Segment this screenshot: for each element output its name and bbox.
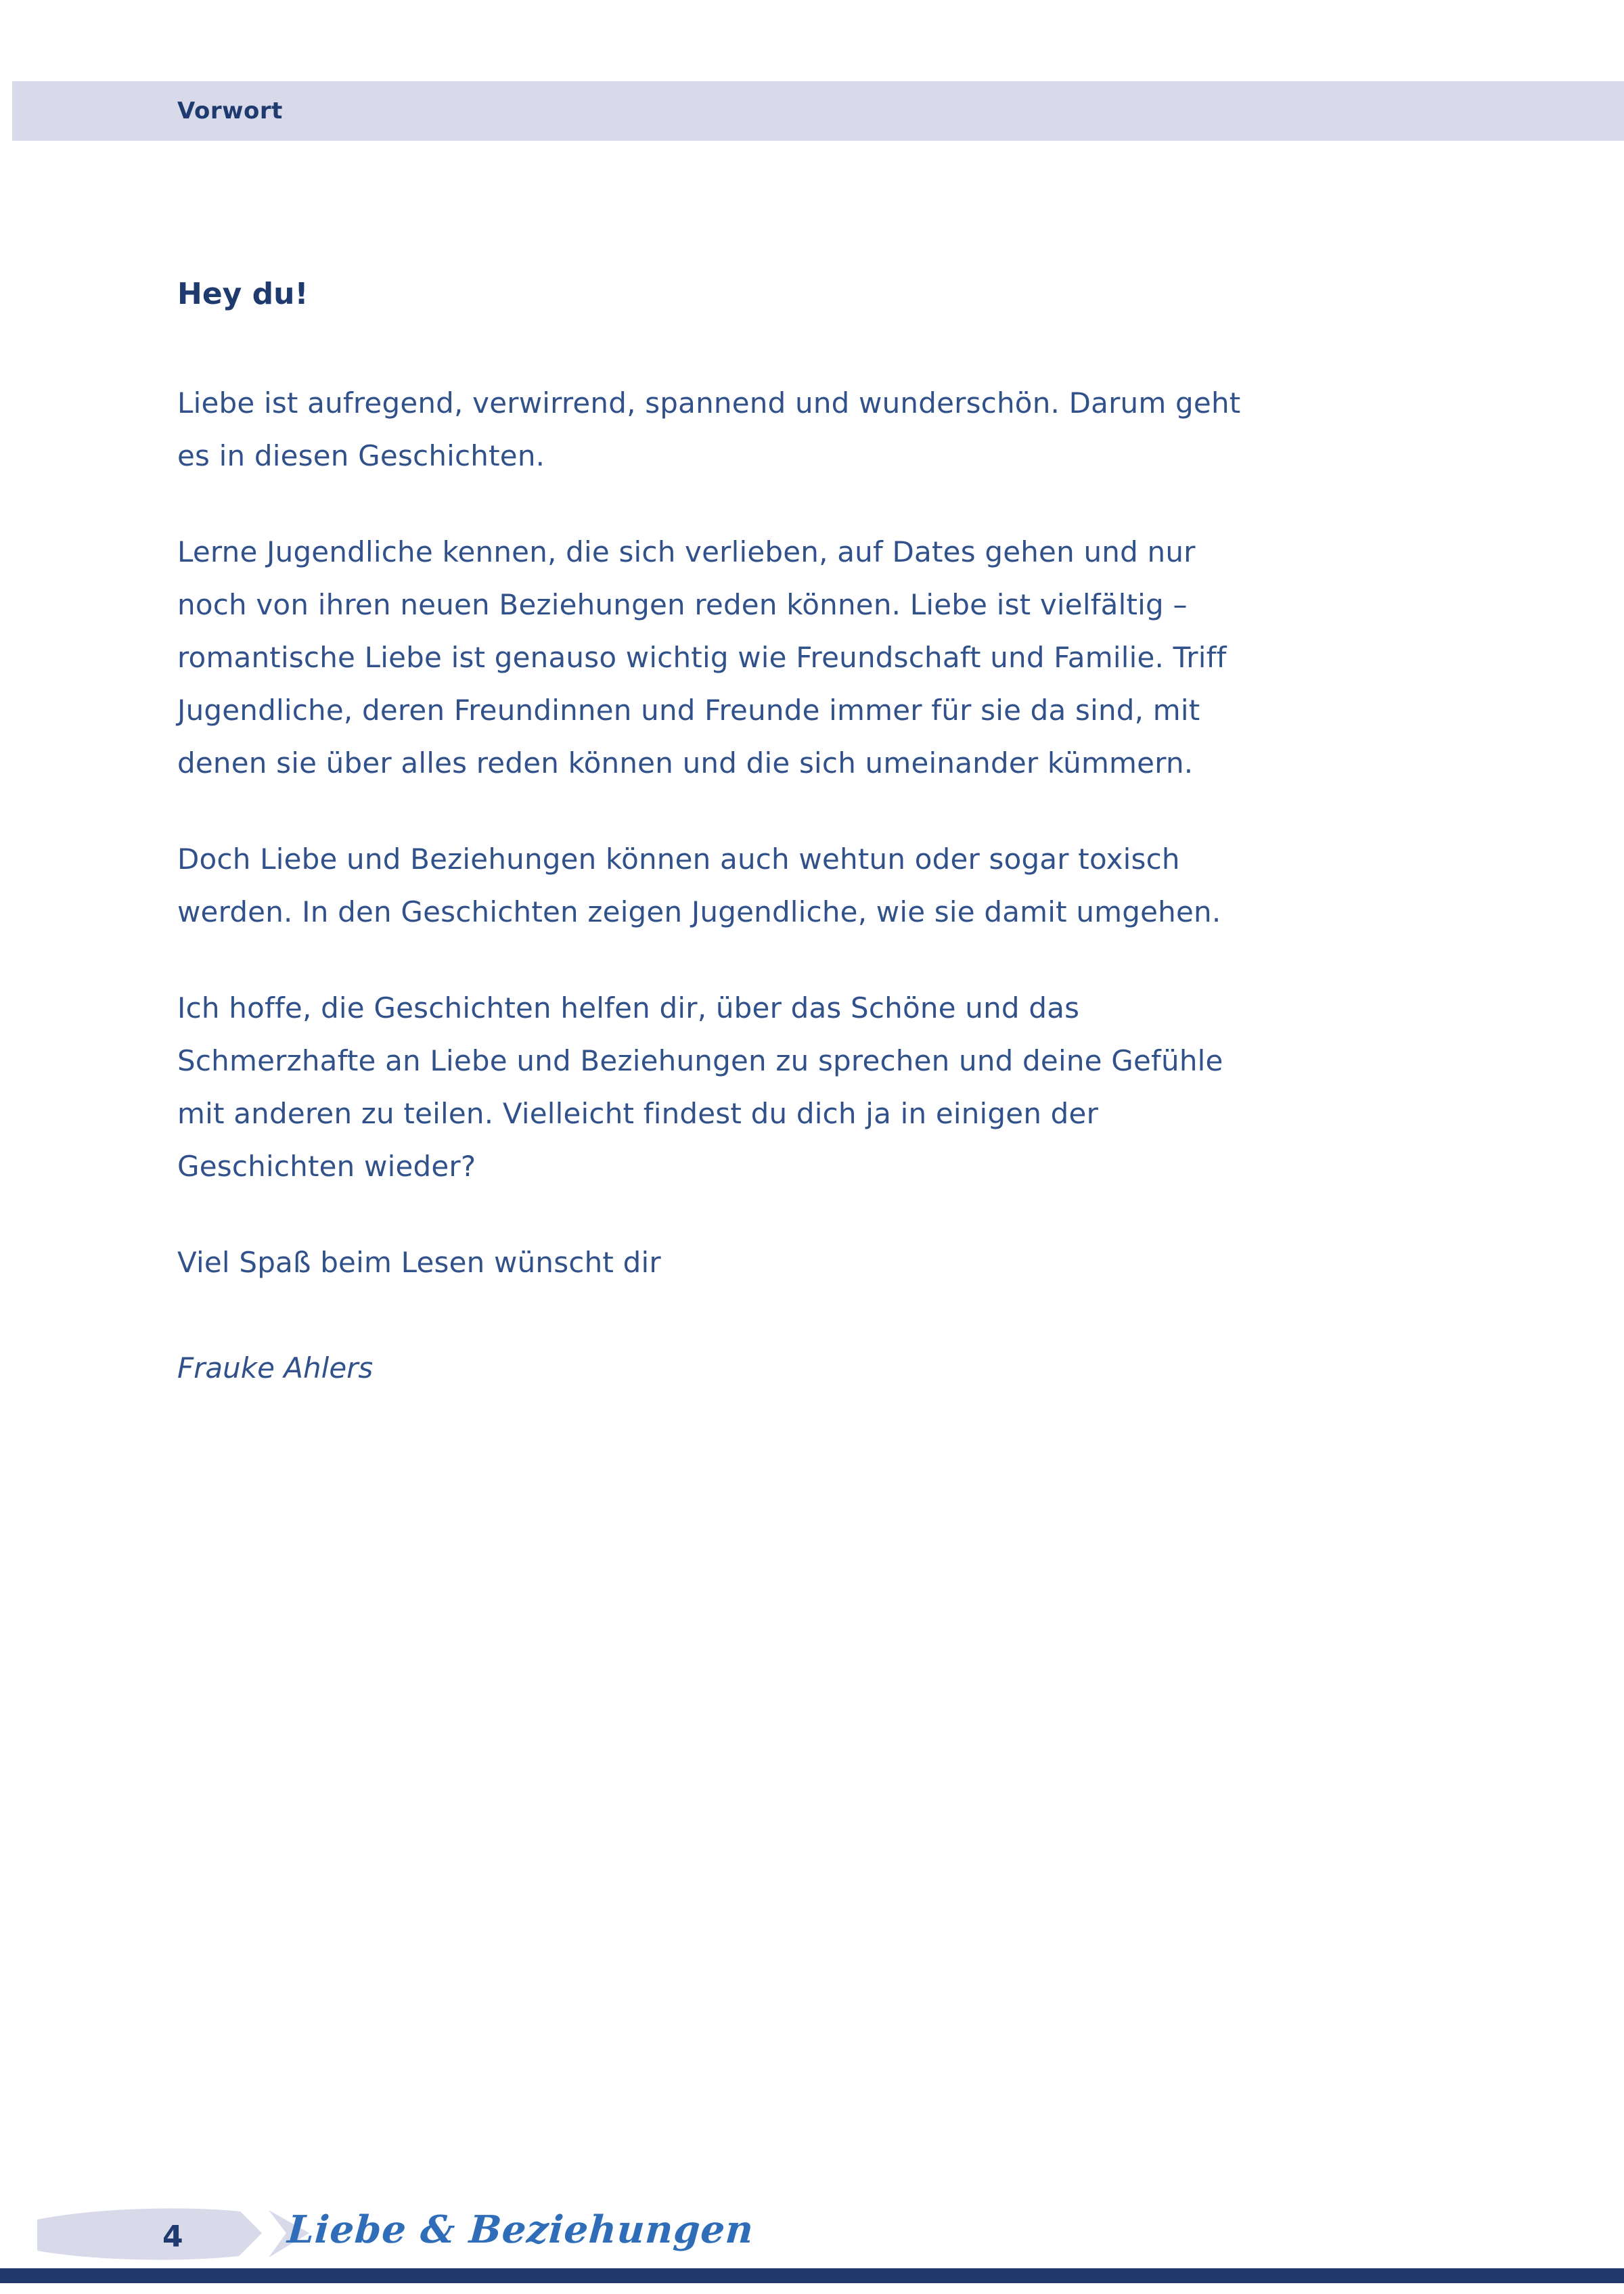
section-title: Vorwort <box>177 97 283 125</box>
book-title: Liebe & Beziehungen <box>286 2207 756 2252</box>
header-band <box>12 81 1624 141</box>
paragraph: Doch Liebe und Beziehungen können auch wehtun oder sogar toxisch werden. In den Geschichten zeigen Jugendliche, wie sie damit umgehen. <box>177 842 1221 928</box>
paragraph: Liebe ist aufregend, verwirrend, spannend und wunderschön. Darum geht es in diesen Geschichten. <box>177 386 1241 472</box>
greeting-heading: Hey du! <box>177 277 309 311</box>
paragraph: Viel Spaß beim Lesen wünscht dir <box>177 1246 661 1279</box>
page-number: 4 <box>162 2220 183 2254</box>
footer-bar <box>0 2268 1624 2283</box>
paragraph: Lerne Jugendliche kennen, die sich verlieben, auf Dates gehen und nur noch von ihren neuen Beziehungen reden können. Liebe ist vielfältig – romantische Liebe ist genauso wichtig wie Freundschaft und Familie. Triff Jugendliche, deren Freundinnen und Freunde immer für sie da sind, mit denen sie über alles reden können und die sich umeinander kümmern. <box>177 535 1227 780</box>
preface-text <box>177 274 1260 1395</box>
author-signature: Frauke Ahlers <box>177 1351 374 1385</box>
paragraph: Ich hoffe, die Geschichten helfen dir, über das Schöne und das Schmerzhafte an Liebe und Beziehungen zu sprechen und deine Gefühle mit anderen zu teilen. Vielleicht findest du dich ja in einigen der Geschichten wieder? <box>177 991 1223 1183</box>
